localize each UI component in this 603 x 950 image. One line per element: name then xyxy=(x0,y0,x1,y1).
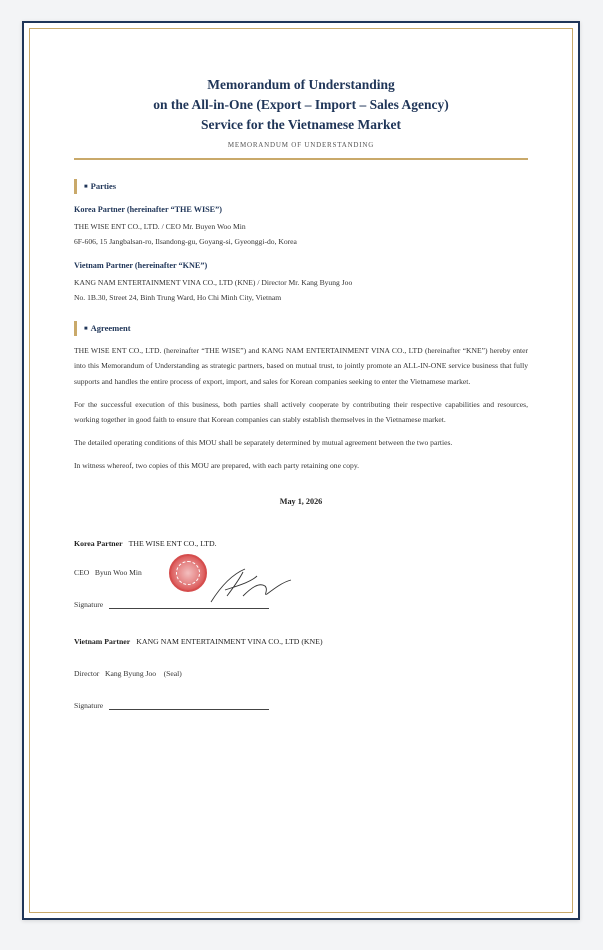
seal-note: (Seal) xyxy=(163,668,182,678)
parties-heading-text: Parties xyxy=(90,181,117,191)
vietnam-company-name: KANG NAM ENTERTAINMENT VINA CO., LTD (KNE) xyxy=(136,636,323,646)
vietnam-partner-company: KANG NAM ENTERTAINMENT VINA CO., LTD (KNE) / Director Mr. Kang Byung Joo xyxy=(74,278,353,287)
title-line-2: on the All-in-One (Export – Import – Sales Agency) xyxy=(153,97,449,112)
vietnam-signature-block xyxy=(74,637,528,646)
agreement-date: May 1, 2026 xyxy=(279,496,323,506)
agreement-paragraph: THE WISE ENT CO., LTD. (hereinafter “THE WISE”) and KANG NAM ENTERTAINMENT VINA CO., LTD (hereinafter “KNE”) hereby enter into this Memorandum of Understanding as strategic partners, based on mutual trust, to jointly promote an ALL-IN-ONE service business that fully supports and handles the entire process of export, import, and sales for Korean companies seeking to enter the Vietnamese market. xyxy=(74,346,528,386)
korea-signer-name: Byun Woo Min xyxy=(94,567,142,577)
vietnam-signer-name: Kang Byung Joo xyxy=(105,668,157,678)
vietnam-director-row xyxy=(74,669,528,678)
agreement-paragraph: For the successful execution of this business, both parties shall actively cooperate by contributing their respective capabilities and resources, working together in good faith to ensure that Korean companies can stably establish themselves in the Vietnamese market. xyxy=(74,399,528,425)
korea-ceo-row xyxy=(74,568,528,588)
vietnam-partner-address: No. 1B.30, Street 24, Binh Trung Ward, Ho Chi Minh City, Vietnam xyxy=(74,293,282,302)
agreement-heading-text: Agreement xyxy=(90,323,131,333)
vietnam-partner-label: Vietnam Partner xyxy=(74,636,131,646)
vietnam-partner-title: Vietnam Partner (hereinafter “KNE”) xyxy=(74,261,208,270)
title-line-3: Service for the Vietnamese Market xyxy=(201,117,401,132)
korea-partner-label: Korea Partner xyxy=(74,538,123,548)
square-bullet-icon: ■ xyxy=(84,184,88,190)
vietnam-role: Director xyxy=(74,668,100,678)
document-content xyxy=(74,75,528,710)
document-page xyxy=(22,21,580,920)
document-subtitle: MEMORANDUM OF UNDERSTANDING xyxy=(227,141,375,149)
square-bullet-icon: ■ xyxy=(84,326,88,332)
header-divider xyxy=(74,158,528,160)
company-seal-stamp xyxy=(169,554,207,592)
agreement-paragraph: In witness whereof, two copies of this MOU are prepared, with each party retaining one copy. xyxy=(74,461,360,471)
korea-partner-address: 6F-606, 15 Jangbalsan-ro, Ilsandong-gu, Goyang-si, Gyeonggi-do, Korea xyxy=(74,237,297,246)
korea-company-name: THE WISE ENT CO., LTD. xyxy=(128,538,217,548)
korea-role: CEO xyxy=(74,567,90,577)
korea-signature-block xyxy=(74,539,528,548)
vietnam-signature-line[interactable] xyxy=(109,709,269,710)
korea-partner-title: Korea Partner (hereinafter “THE WISE”) xyxy=(74,205,222,214)
korea-signature-row xyxy=(74,600,528,609)
vietnam-signature-label: Signature xyxy=(74,700,104,710)
section-heading-parties xyxy=(74,179,528,194)
korea-signature-line[interactable] xyxy=(109,608,269,609)
section-heading-agreement xyxy=(74,321,528,336)
agreement-paragraph: The detailed operating conditions of this MOU shall be separately determined by mutual agreement between the two parties. xyxy=(74,438,453,448)
korea-signature-label: Signature xyxy=(74,599,104,609)
vietnam-signature-row xyxy=(74,701,528,710)
title-line-1: Memorandum of Understanding xyxy=(207,77,395,92)
korea-partner-company: THE WISE ENT CO., LTD. / CEO Mr. Buyen Woo Min xyxy=(74,222,246,231)
